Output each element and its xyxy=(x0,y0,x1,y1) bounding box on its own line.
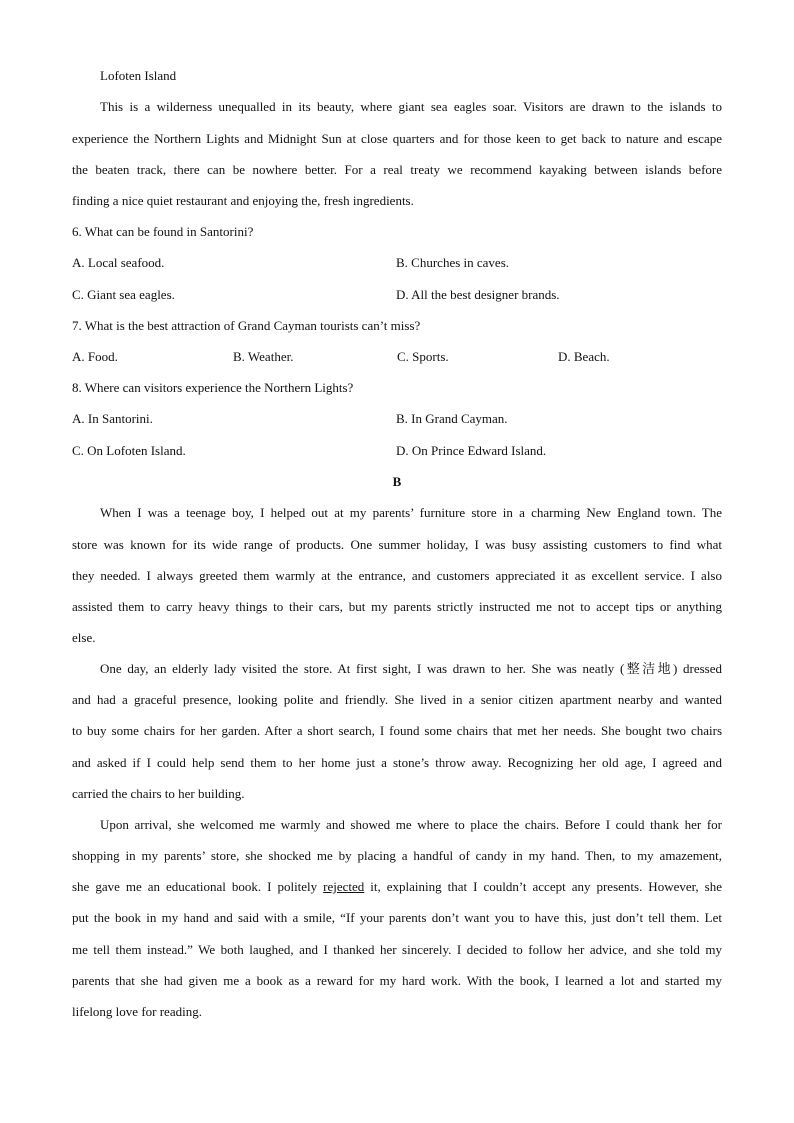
paragraph-3-line xyxy=(72,879,722,895)
question-8-option-a: A. In Santorini. xyxy=(72,411,153,426)
question-6-option-a: A. Local seafood. xyxy=(72,255,165,270)
question-8-options-row1 xyxy=(72,411,722,427)
question-6-option-b: B. Churches in caves. xyxy=(396,255,510,270)
paragraph-3-line: me tell them instead.” We both laughed, and I thanked her sincerely. I decided to follow her advice, and she told my xyxy=(72,942,722,957)
paragraph-1-line: else. xyxy=(72,630,96,645)
underlined-word-rejected: rejected xyxy=(323,879,365,894)
paragraph-3-text: it, explaining that I couldn’t accept any presents. However, she xyxy=(364,879,723,894)
paragraph-1-line: assisted them to carry heavy things to their cars, but my parents strictly instructed me not to accept tips or anything xyxy=(72,599,722,614)
passage-line: This is a wilderness unequalled in its beauty, where giant sea eagles soar. Visitors are drawn to the islands to xyxy=(100,99,722,114)
question-6-option-c: C. Giant sea eagles. xyxy=(72,287,175,302)
question-8-stem: 8. Where can visitors experience the Northern Lights? xyxy=(72,380,354,395)
question-7-stem: 7. What is the best attraction of Grand Cayman tourists can’t miss? xyxy=(72,318,421,333)
question-7-option-b: B. Weather. xyxy=(233,349,294,364)
paragraph-3-text: she gave me an educational book. I politely xyxy=(72,879,324,894)
paragraph-1-line: When I was a teenage boy, I helped out at my parents’ furniture store in a charming New England town. The xyxy=(100,505,722,520)
question-6-options-row2 xyxy=(72,287,722,303)
question-7-option-c: C. Sports. xyxy=(397,349,449,364)
question-8-option-b: B. In Grand Cayman. xyxy=(396,411,508,426)
paragraph-1-line: they needed. I always greeted them warmly at the entrance, and customers appreciated it as excellent service. I also xyxy=(72,568,722,583)
question-7-option-d: D. Beach. xyxy=(558,349,610,364)
question-6-options-row1 xyxy=(72,255,722,271)
paragraph-2-line: and had a graceful presence, looking polite and friendly. She lived in a senior citizen apartment nearby and wanted xyxy=(72,692,722,707)
passage-line: the beaten track, there can be nowhere better. For a real treaty we recommend kayaking between islands before xyxy=(72,162,722,177)
paragraph-3-line: put the book in my hand and said with a smile, “If your parents don’t want you to have this, just don’t tell them. Let xyxy=(72,910,722,925)
passage-line: finding a nice quiet restaurant and enjoying the, fresh ingredients. xyxy=(72,193,414,208)
paragraph-2-line: carried the chairs to her building. xyxy=(72,786,245,801)
paragraph-2-line: to buy some chairs for her garden. After a short search, I found some chairs that met her needs. She bought two chairs xyxy=(72,723,722,738)
paragraph-3-line: lifelong love for reading. xyxy=(72,1004,202,1019)
question-6-stem: 6. What can be found in Santorini? xyxy=(72,224,254,239)
question-8-option-d: D. On Prince Edward Island. xyxy=(396,443,547,458)
question-8-options-row2 xyxy=(72,443,722,459)
section-heading-b: B xyxy=(392,474,402,489)
question-8-option-c: C. On Lofoten Island. xyxy=(72,443,186,458)
paragraph-2-line: One day, an elderly lady visited the store. At first sight, I was drawn to her. She was neatly (整洁地) dressed xyxy=(100,661,722,676)
paragraph-2-line: and asked if I could help send them to her home just a stone’s throw away. Recognizing her old age, I agreed and xyxy=(72,755,722,770)
paragraph-1-line: store was known for its wide range of products. One summer holiday, I was busy assisting customers to find what xyxy=(72,537,722,552)
paragraph-3-line: parents that she had given me a book as a reward for my hard work. With the book, I learned a lot and started my xyxy=(72,973,722,988)
paragraph-3-line: Upon arrival, she welcomed me warmly and showed me where to place the chairs. Before I could thank her for xyxy=(100,817,722,832)
passage-line: experience the Northern Lights and Midnight Sun at close quarters and for those keen to get back to nature and escape xyxy=(72,131,722,146)
paragraph-3-line: shopping in my parents’ store, she shocked me by placing a handful of candy in my hand. Then, to my amazement, xyxy=(72,848,722,863)
passage-title-lofoten: Lofoten Island xyxy=(100,68,177,83)
question-6-option-d: D. All the best designer brands. xyxy=(396,287,560,302)
question-7-option-a: A. Food. xyxy=(72,349,118,364)
